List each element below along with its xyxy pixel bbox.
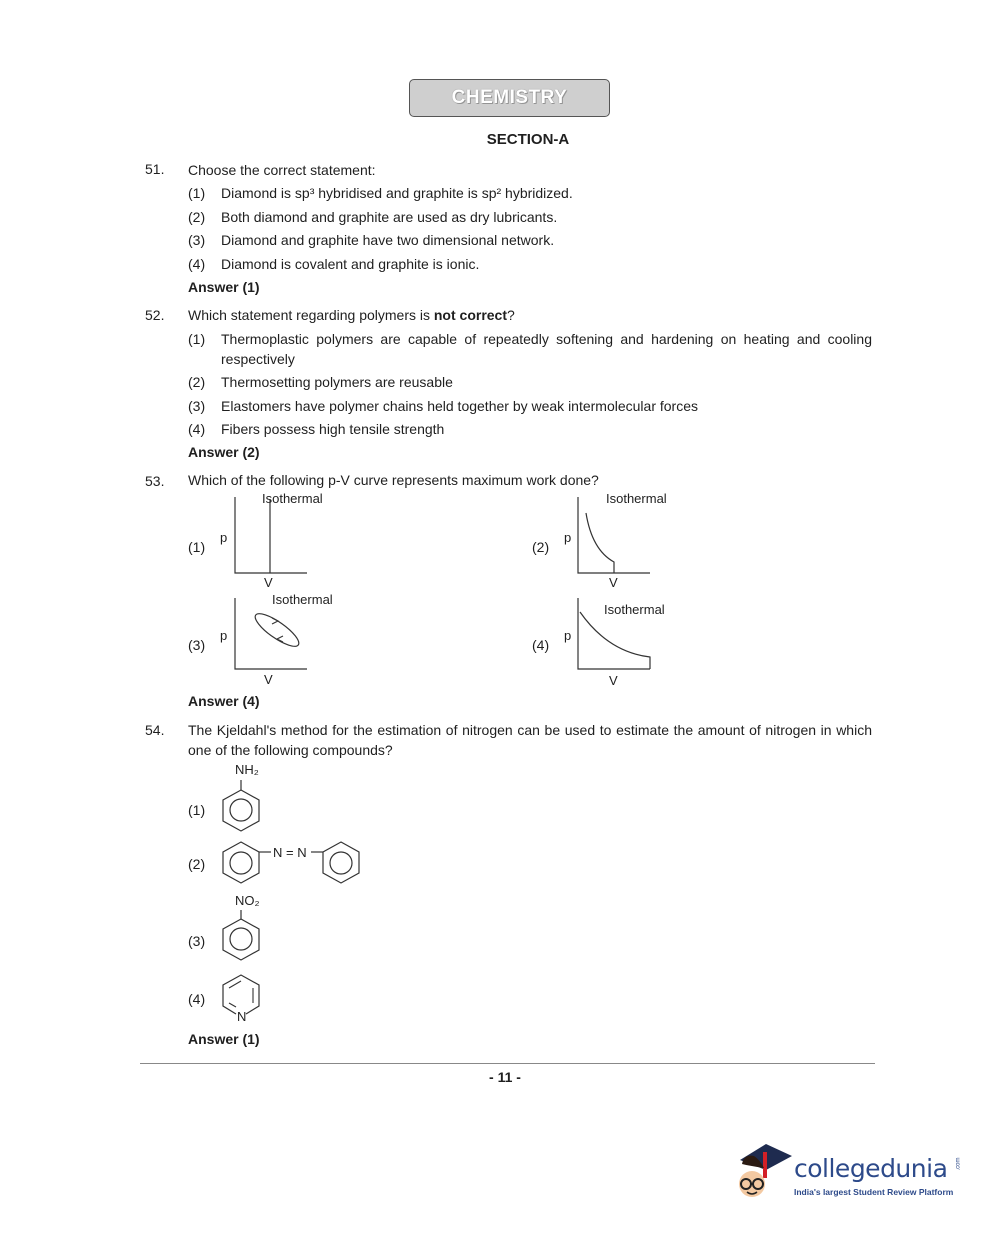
mascot-logo-icon	[734, 1138, 794, 1208]
subject-title: CHEMISTRY	[451, 87, 568, 108]
x-axis-label: V	[609, 575, 618, 590]
question-number: 52.	[145, 307, 165, 323]
option-number: (1)	[188, 802, 206, 818]
option-number: (1)	[188, 331, 206, 347]
option-text: Thermoplastic polymers are capable of repeatedly softening and hardening on heating and cooling respectively	[221, 331, 872, 367]
option-text: Diamond is sp³ hybridised and graphite is sp² hybridized.	[221, 185, 573, 201]
option-number: (2)	[532, 539, 550, 555]
y-axis-label: p	[564, 530, 572, 545]
option-number: (4)	[188, 421, 206, 437]
question-text: Which of the following p-V curve represents maximum work done?	[188, 472, 599, 488]
y-axis-label: p	[564, 628, 572, 643]
question-text: The Kjeldahl's method for the estimation of nitrogen can be used to estimate the amount of nitrogen in which one of the following compounds?	[188, 722, 872, 758]
option-number: (2)	[188, 856, 206, 872]
option-text: Elastomers have polymer chains held together by weak intermolecular forces	[221, 398, 699, 414]
answer: Answer (4)	[188, 693, 260, 709]
question-number: 51.	[145, 161, 165, 177]
question-number: 54.	[145, 722, 165, 738]
y-axis-label: p	[220, 628, 228, 643]
option-number: (3)	[188, 398, 206, 414]
y-axis-label: p	[220, 530, 228, 545]
question-text-emphasis: not correct	[433, 307, 507, 323]
option-number: (4)	[188, 991, 206, 1007]
option-text: Fibers possess high tensile strength	[221, 421, 445, 437]
option-number: (2)	[188, 209, 206, 225]
question-text-part: ?	[507, 307, 515, 323]
option-number: (4)	[532, 637, 550, 653]
graph-title: Isothermal	[262, 491, 323, 506]
option-text: Thermosetting polymers are reusable	[221, 374, 453, 390]
option-number: (3)	[188, 637, 206, 653]
option-number: (1)	[188, 539, 206, 555]
x-axis-label: V	[609, 673, 618, 688]
substituent-label: N = N	[273, 845, 307, 860]
question-number: 53.	[145, 473, 165, 489]
option-number: (2)	[188, 374, 206, 390]
option-text: Both diamond and graphite are used as dry lubricants.	[221, 209, 558, 225]
section-title: SECTION-A	[486, 131, 570, 148]
graph-title: Isothermal	[606, 491, 667, 506]
heteroatom-label: N	[237, 1009, 247, 1024]
option-number: (3)	[188, 232, 206, 248]
answer: Answer (1)	[188, 279, 260, 295]
substituent-label: NH₂	[235, 762, 259, 777]
option-text: Diamond and graphite have two dimensional network.	[221, 232, 555, 248]
x-axis-label: V	[264, 575, 273, 590]
page-number: - 11 -	[489, 1069, 521, 1085]
option-number: (3)	[188, 933, 206, 949]
brand-name: collegedunia	[794, 1154, 948, 1183]
option-number: (1)	[188, 185, 206, 201]
answer: Answer (1)	[188, 1031, 260, 1047]
graph-title: Isothermal	[604, 602, 665, 617]
question-text-part: Which statement regarding polymers is	[188, 307, 434, 323]
graph-title: Isothermal	[272, 592, 333, 607]
question-text: Choose the correct statement:	[188, 162, 376, 178]
option-text: Diamond is covalent and graphite is ionic.	[221, 256, 480, 272]
x-axis-label: V	[264, 672, 273, 687]
answer: Answer (2)	[188, 444, 260, 460]
brand-tagline: India's largest Student Review Platform	[794, 1187, 954, 1197]
option-number: (4)	[188, 256, 206, 272]
footer-divider	[140, 1063, 875, 1064]
brand-suffix: .com	[955, 1157, 962, 1171]
substituent-label: NO₂	[235, 893, 260, 908]
